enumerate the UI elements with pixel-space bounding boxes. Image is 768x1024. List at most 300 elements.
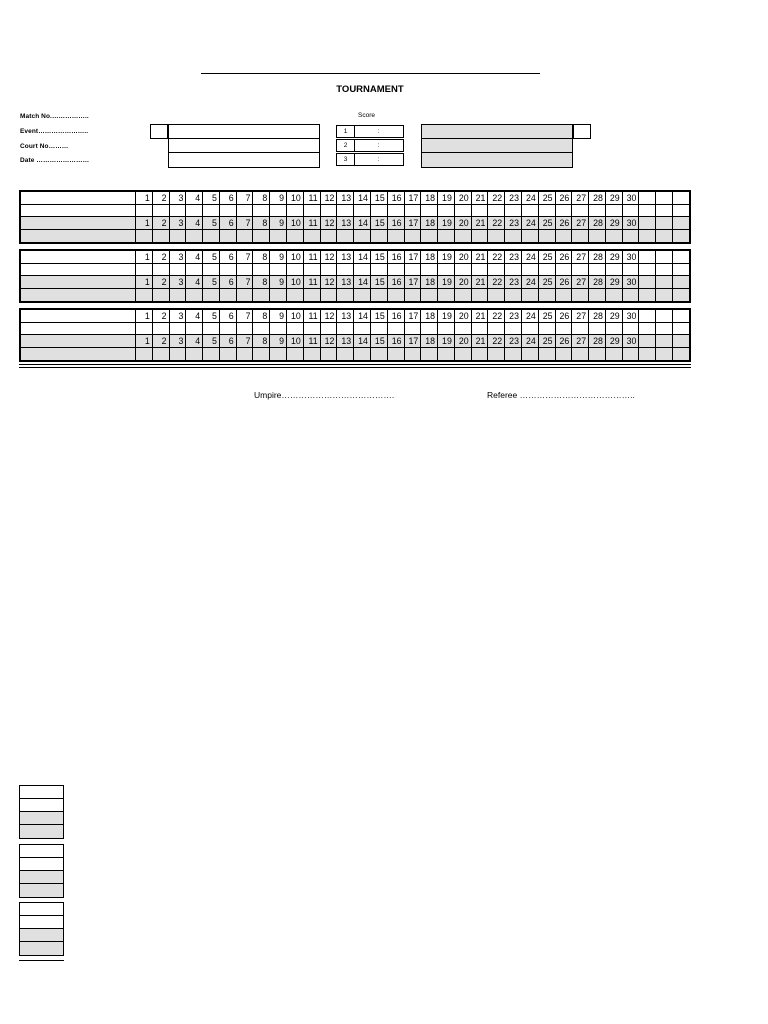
extra-point-cell[interactable] [656,289,673,301]
point-cell[interactable] [505,348,522,360]
point-cell[interactable]: 19 [438,192,455,205]
point-cell[interactable] [605,230,622,242]
point-cell[interactable] [521,348,538,360]
point-cell[interactable] [622,348,639,360]
point-cell[interactable] [287,323,304,335]
point-cell[interactable]: 2 [152,217,169,230]
extra-point-cell[interactable] [673,251,690,264]
point-cell[interactable] [370,348,387,360]
point-cell[interactable]: 26 [555,217,572,230]
player-name-cell[interactable] [21,335,136,348]
point-cell[interactable]: 29 [605,276,622,289]
point-cell[interactable]: 6 [219,217,236,230]
point-cell[interactable] [219,205,236,217]
player-name-cell[interactable] [21,205,136,217]
point-cell[interactable] [505,230,522,242]
extra-point-cell[interactable] [673,217,690,230]
point-cell[interactable] [337,205,354,217]
point-cell[interactable]: 3 [169,276,186,289]
point-cell[interactable] [203,348,220,360]
point-cell[interactable] [505,205,522,217]
point-cell[interactable]: 25 [538,310,555,323]
point-cell[interactable]: 25 [538,335,555,348]
point-cell[interactable]: 14 [354,335,371,348]
point-cell[interactable] [354,323,371,335]
point-cell[interactable] [236,323,253,335]
point-cell[interactable]: 15 [370,251,387,264]
point-cell[interactable] [270,348,287,360]
extra-point-cell[interactable] [673,230,690,242]
point-cell[interactable]: 19 [438,217,455,230]
point-cell[interactable] [538,348,555,360]
point-cell[interactable] [589,348,606,360]
point-cell[interactable]: 20 [454,251,471,264]
point-cell[interactable] [219,230,236,242]
point-cell[interactable]: 27 [572,276,589,289]
extra-point-cell[interactable] [639,264,656,276]
point-cell[interactable]: 29 [605,217,622,230]
point-cell[interactable]: 16 [387,335,404,348]
point-cell[interactable] [404,323,421,335]
point-cell[interactable] [421,230,438,242]
point-cell[interactable]: 3 [169,192,186,205]
point-cell[interactable]: 14 [354,276,371,289]
point-cell[interactable] [555,289,572,301]
point-cell[interactable] [354,348,371,360]
point-cell[interactable] [454,264,471,276]
point-cell[interactable]: 28 [589,251,606,264]
point-cell[interactable]: 16 [387,310,404,323]
point-cell[interactable] [236,289,253,301]
point-cell[interactable]: 18 [421,276,438,289]
point-cell[interactable]: 23 [505,217,522,230]
point-cell[interactable] [438,264,455,276]
point-cell[interactable] [337,289,354,301]
point-cell[interactable]: 13 [337,217,354,230]
point-cell[interactable] [605,289,622,301]
point-cell[interactable]: 11 [303,276,320,289]
point-cell[interactable]: 13 [337,192,354,205]
point-cell[interactable] [320,323,337,335]
point-cell[interactable] [538,323,555,335]
point-cell[interactable] [471,264,488,276]
point-cell[interactable]: 20 [454,192,471,205]
point-cell[interactable]: 8 [253,276,270,289]
point-cell[interactable] [622,264,639,276]
extra-point-cell[interactable] [639,205,656,217]
point-cell[interactable] [605,323,622,335]
point-cell[interactable]: 5 [203,251,220,264]
point-cell[interactable]: 10 [287,335,304,348]
game-3-scoring-grid[interactable] [19,308,691,362]
point-cell[interactable] [572,230,589,242]
extra-point-cell[interactable] [639,348,656,360]
point-cell[interactable]: 2 [152,335,169,348]
point-cell[interactable]: 12 [320,251,337,264]
point-cell[interactable] [589,289,606,301]
point-cell[interactable] [438,230,455,242]
point-cell[interactable]: 15 [370,310,387,323]
point-cell[interactable] [320,205,337,217]
left-player-name-2[interactable] [168,139,320,153]
point-cell[interactable] [438,205,455,217]
point-cell[interactable] [219,289,236,301]
point-cell[interactable] [303,289,320,301]
referee-signature[interactable]: Referee ………………………………….. [487,390,635,400]
point-cell[interactable] [270,289,287,301]
point-cell[interactable]: 9 [270,310,287,323]
point-cell[interactable]: 1 [136,276,153,289]
point-cell[interactable] [538,230,555,242]
point-cell[interactable] [521,230,538,242]
point-cell[interactable]: 27 [572,192,589,205]
point-cell[interactable]: 21 [471,251,488,264]
point-cell[interactable]: 8 [253,310,270,323]
point-cell[interactable]: 8 [253,251,270,264]
point-cell[interactable]: 22 [488,192,505,205]
point-cell[interactable]: 20 [454,217,471,230]
point-cell[interactable]: 28 [589,217,606,230]
point-cell[interactable] [370,230,387,242]
point-cell[interactable]: 17 [404,310,421,323]
point-cell[interactable]: 30 [622,335,639,348]
point-cell[interactable]: 24 [521,335,538,348]
point-cell[interactable] [471,323,488,335]
point-cell[interactable] [152,323,169,335]
right-player-name-2[interactable] [421,139,573,153]
point-cell[interactable] [303,348,320,360]
point-cell[interactable] [253,205,270,217]
point-cell[interactable] [505,323,522,335]
point-cell[interactable] [488,205,505,217]
point-cell[interactable] [589,323,606,335]
point-cell[interactable] [488,289,505,301]
point-cell[interactable]: 3 [169,310,186,323]
point-cell[interactable]: 6 [219,310,236,323]
extra-point-cell[interactable] [656,323,673,335]
point-cell[interactable]: 23 [505,192,522,205]
point-cell[interactable]: 9 [270,192,287,205]
point-cell[interactable]: 9 [270,217,287,230]
point-cell[interactable]: 23 [505,251,522,264]
extra-point-cell[interactable] [673,335,690,348]
point-cell[interactable] [605,348,622,360]
point-cell[interactable] [521,264,538,276]
point-cell[interactable]: 7 [236,251,253,264]
point-cell[interactable] [605,205,622,217]
point-cell[interactable]: 9 [270,276,287,289]
point-cell[interactable] [404,205,421,217]
point-cell[interactable] [270,230,287,242]
point-cell[interactable] [303,230,320,242]
point-cell[interactable]: 13 [337,310,354,323]
point-cell[interactable] [270,264,287,276]
point-cell[interactable] [236,348,253,360]
point-cell[interactable] [471,230,488,242]
extra-point-cell[interactable] [673,205,690,217]
point-cell[interactable]: 26 [555,335,572,348]
extra-point-cell[interactable] [673,276,690,289]
point-cell[interactable] [354,230,371,242]
point-cell[interactable]: 10 [287,310,304,323]
point-cell[interactable]: 26 [555,276,572,289]
point-cell[interactable]: 18 [421,192,438,205]
point-cell[interactable] [454,205,471,217]
point-cell[interactable]: 3 [169,217,186,230]
point-cell[interactable] [354,264,371,276]
point-cell[interactable] [404,230,421,242]
point-cell[interactable] [152,264,169,276]
small-game-box-2[interactable] [19,844,64,898]
point-cell[interactable]: 25 [538,251,555,264]
point-cell[interactable]: 18 [421,251,438,264]
extra-point-cell[interactable] [639,276,656,289]
point-cell[interactable] [236,230,253,242]
point-cell[interactable] [404,348,421,360]
point-cell[interactable] [136,230,153,242]
extra-point-cell[interactable] [656,251,673,264]
point-cell[interactable] [605,264,622,276]
point-cell[interactable]: 20 [454,310,471,323]
score-row-2[interactable] [336,139,404,152]
point-cell[interactable]: 24 [521,251,538,264]
point-cell[interactable]: 13 [337,335,354,348]
point-cell[interactable] [354,205,371,217]
point-cell[interactable] [454,323,471,335]
point-cell[interactable]: 6 [219,251,236,264]
point-cell[interactable] [538,264,555,276]
score-row-1[interactable] [336,125,404,138]
point-cell[interactable] [253,289,270,301]
point-cell[interactable]: 2 [152,310,169,323]
right-service-box[interactable] [573,124,591,139]
point-cell[interactable]: 28 [589,310,606,323]
point-cell[interactable]: 15 [370,276,387,289]
point-cell[interactable] [152,205,169,217]
extra-point-cell[interactable] [656,205,673,217]
point-cell[interactable]: 27 [572,310,589,323]
point-cell[interactable] [421,205,438,217]
point-cell[interactable] [370,323,387,335]
point-cell[interactable] [287,348,304,360]
point-cell[interactable] [169,348,186,360]
point-cell[interactable]: 14 [354,251,371,264]
point-cell[interactable]: 7 [236,276,253,289]
point-cell[interactable] [169,289,186,301]
extra-point-cell[interactable] [639,217,656,230]
point-cell[interactable]: 22 [488,217,505,230]
player-name-cell[interactable] [21,276,136,289]
point-cell[interactable]: 14 [354,310,371,323]
point-cell[interactable]: 10 [287,217,304,230]
point-cell[interactable] [203,205,220,217]
extra-point-cell[interactable] [656,310,673,323]
point-cell[interactable] [387,289,404,301]
point-cell[interactable]: 4 [186,192,203,205]
extra-point-cell[interactable] [673,192,690,205]
point-cell[interactable]: 28 [589,335,606,348]
left-player-name-1[interactable] [168,124,320,139]
point-cell[interactable] [404,289,421,301]
point-cell[interactable]: 23 [505,276,522,289]
point-cell[interactable]: 11 [303,335,320,348]
point-cell[interactable]: 16 [387,217,404,230]
point-cell[interactable] [287,230,304,242]
point-cell[interactable]: 27 [572,251,589,264]
player-name-cell[interactable] [21,264,136,276]
point-cell[interactable] [471,289,488,301]
extra-point-cell[interactable] [673,264,690,276]
point-cell[interactable]: 29 [605,310,622,323]
game-1-scoring-grid[interactable] [19,190,691,244]
player-name-cell[interactable] [21,251,136,264]
point-cell[interactable] [320,289,337,301]
point-cell[interactable]: 19 [438,310,455,323]
point-cell[interactable] [454,289,471,301]
point-cell[interactable]: 24 [521,310,538,323]
point-cell[interactable] [538,289,555,301]
point-cell[interactable]: 25 [538,217,555,230]
point-cell[interactable] [370,205,387,217]
point-cell[interactable]: 17 [404,251,421,264]
point-cell[interactable] [136,205,153,217]
point-cell[interactable]: 2 [152,251,169,264]
point-cell[interactable] [219,264,236,276]
point-cell[interactable] [287,289,304,301]
point-cell[interactable]: 26 [555,310,572,323]
point-cell[interactable] [219,323,236,335]
extra-point-cell[interactable] [639,323,656,335]
point-cell[interactable]: 29 [605,192,622,205]
point-cell[interactable]: 12 [320,217,337,230]
point-cell[interactable]: 13 [337,251,354,264]
point-cell[interactable] [572,289,589,301]
point-cell[interactable] [136,348,153,360]
point-cell[interactable]: 26 [555,192,572,205]
point-cell[interactable] [572,348,589,360]
point-cell[interactable] [337,323,354,335]
point-cell[interactable]: 19 [438,335,455,348]
point-cell[interactable] [253,348,270,360]
point-cell[interactable]: 28 [589,192,606,205]
point-cell[interactable]: 16 [387,276,404,289]
point-cell[interactable] [555,348,572,360]
extra-point-cell[interactable] [656,192,673,205]
point-cell[interactable]: 5 [203,192,220,205]
player-name-cell[interactable] [21,310,136,323]
point-cell[interactable]: 17 [404,276,421,289]
point-cell[interactable] [236,205,253,217]
point-cell[interactable]: 24 [521,217,538,230]
point-cell[interactable]: 11 [303,192,320,205]
point-cell[interactable] [169,323,186,335]
point-cell[interactable]: 18 [421,217,438,230]
point-cell[interactable]: 3 [169,251,186,264]
point-cell[interactable] [589,264,606,276]
point-cell[interactable]: 30 [622,276,639,289]
point-cell[interactable]: 25 [538,276,555,289]
point-cell[interactable]: 1 [136,192,153,205]
point-cell[interactable] [169,230,186,242]
point-cell[interactable] [589,230,606,242]
point-cell[interactable]: 2 [152,192,169,205]
point-cell[interactable] [203,323,220,335]
point-cell[interactable]: 21 [471,310,488,323]
point-cell[interactable]: 22 [488,335,505,348]
point-cell[interactable] [169,205,186,217]
extra-point-cell[interactable] [639,230,656,242]
umpire-signature[interactable]: Umpire…………………………………. [254,390,395,400]
point-cell[interactable]: 14 [354,192,371,205]
point-cell[interactable] [622,289,639,301]
point-cell[interactable] [622,205,639,217]
point-cell[interactable] [370,289,387,301]
point-cell[interactable] [572,264,589,276]
extra-point-cell[interactable] [656,335,673,348]
point-cell[interactable]: 10 [287,276,304,289]
point-cell[interactable]: 12 [320,192,337,205]
point-cell[interactable]: 10 [287,251,304,264]
point-cell[interactable] [387,348,404,360]
point-cell[interactable] [505,289,522,301]
point-cell[interactable] [555,230,572,242]
point-cell[interactable]: 23 [505,335,522,348]
point-cell[interactable] [404,264,421,276]
point-cell[interactable] [471,205,488,217]
point-cell[interactable]: 30 [622,217,639,230]
point-cell[interactable]: 20 [454,276,471,289]
point-cell[interactable]: 24 [521,192,538,205]
point-cell[interactable] [337,264,354,276]
point-cell[interactable]: 19 [438,276,455,289]
point-cell[interactable] [438,323,455,335]
point-cell[interactable]: 7 [236,335,253,348]
point-cell[interactable] [572,205,589,217]
point-cell[interactable] [236,264,253,276]
point-cell[interactable] [555,264,572,276]
extra-point-cell[interactable] [656,217,673,230]
point-cell[interactable]: 6 [219,335,236,348]
point-cell[interactable] [186,323,203,335]
point-cell[interactable]: 10 [287,192,304,205]
point-cell[interactable]: 21 [471,335,488,348]
point-cell[interactable]: 22 [488,276,505,289]
point-cell[interactable] [169,264,186,276]
extra-point-cell[interactable] [639,310,656,323]
point-cell[interactable]: 4 [186,310,203,323]
point-cell[interactable]: 6 [219,276,236,289]
point-cell[interactable]: 22 [488,251,505,264]
point-cell[interactable] [421,289,438,301]
point-cell[interactable]: 15 [370,335,387,348]
point-cell[interactable]: 13 [337,276,354,289]
point-cell[interactable] [438,289,455,301]
point-cell[interactable]: 1 [136,310,153,323]
point-cell[interactable]: 12 [320,276,337,289]
point-cell[interactable]: 26 [555,251,572,264]
point-cell[interactable]: 22 [488,310,505,323]
point-cell[interactable] [488,323,505,335]
point-cell[interactable]: 8 [253,335,270,348]
point-cell[interactable]: 27 [572,217,589,230]
point-cell[interactable]: 2 [152,276,169,289]
point-cell[interactable] [253,264,270,276]
point-cell[interactable]: 11 [303,310,320,323]
point-cell[interactable] [555,205,572,217]
point-cell[interactable] [320,264,337,276]
point-cell[interactable] [387,205,404,217]
score-row-3[interactable] [336,153,404,166]
